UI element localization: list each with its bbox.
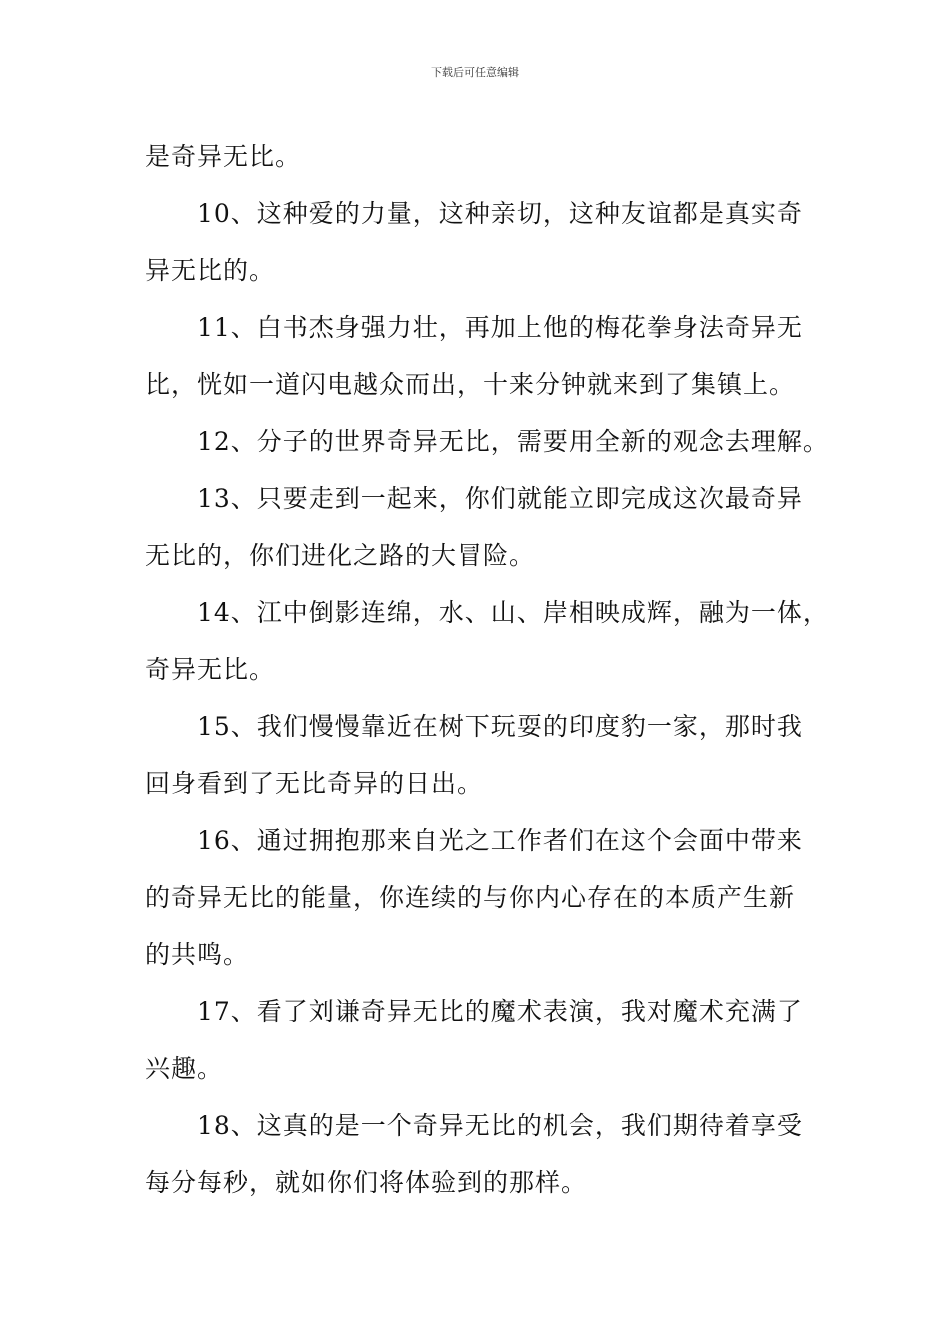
paragraph-line: 奇异无比。 bbox=[145, 655, 276, 684]
paragraph-line: 16、通过拥抱那来自光之工作者们在这个会面中带来 bbox=[197, 826, 803, 855]
paragraph-item-11 bbox=[145, 299, 825, 413]
paragraph-item-16 bbox=[145, 812, 825, 983]
paragraph-line: 异无比的。 bbox=[145, 256, 276, 285]
paragraph-item-13 bbox=[145, 470, 825, 584]
document-body bbox=[145, 128, 829, 1211]
paragraph-item-10 bbox=[145, 185, 825, 299]
paragraph-line: 15、我们慢慢靠近在树下玩耍的印度豹一家，那时我 bbox=[197, 712, 803, 741]
paragraph-line: 13、只要走到一起来，你们就能立即完成这次最奇异 bbox=[197, 484, 803, 513]
paragraph-line: 11、白书杰身强力壮，再加上他的梅花拳身法奇异无 bbox=[197, 313, 803, 342]
paragraph-line: 18、这真的是一个奇异无比的机会，我们期待着享受 bbox=[197, 1111, 803, 1140]
paragraph-item-17 bbox=[145, 983, 825, 1097]
paragraph-item-15 bbox=[145, 698, 825, 812]
paragraph-line: 17、看了刘谦奇异无比的魔术表演，我对魔术充满了 bbox=[197, 997, 803, 1026]
paragraph-line: 14、江中倒影连绵，水、山、岸相映成辉，融为一体， bbox=[197, 598, 829, 627]
paragraph-line: 每分每秒，就如你们将体验到的那样。 bbox=[145, 1168, 588, 1197]
paragraph-item-12 bbox=[145, 413, 829, 470]
paragraph-line: 10、这种爱的力量，这种亲切，这种友谊都是真实奇 bbox=[197, 199, 803, 228]
paragraph-item-14 bbox=[145, 584, 829, 698]
paragraph-line: 12、分子的世界奇异无比，需要用全新的观念去理解。 bbox=[197, 427, 829, 456]
paragraph bbox=[145, 128, 825, 185]
paragraph-line: 比，恍如一道闪电越众而出，十来分钟就来到了集镇上。 bbox=[145, 370, 796, 399]
page-header-note: 下载后可任意编辑 bbox=[431, 66, 519, 79]
paragraph-line: 是奇异无比。 bbox=[145, 142, 302, 171]
paragraph-line: 的共鸣。 bbox=[145, 940, 250, 969]
paragraph-line: 的奇异无比的能量，你连续的与你内心存在的本质产生新 bbox=[145, 883, 796, 912]
paragraph-line: 无比的，你们进化之路的大冒险。 bbox=[145, 541, 536, 570]
paragraph-line: 兴趣。 bbox=[145, 1054, 224, 1083]
paragraph-line: 回身看到了无比奇异的日出。 bbox=[145, 769, 484, 798]
paragraph-item-18 bbox=[145, 1097, 825, 1211]
